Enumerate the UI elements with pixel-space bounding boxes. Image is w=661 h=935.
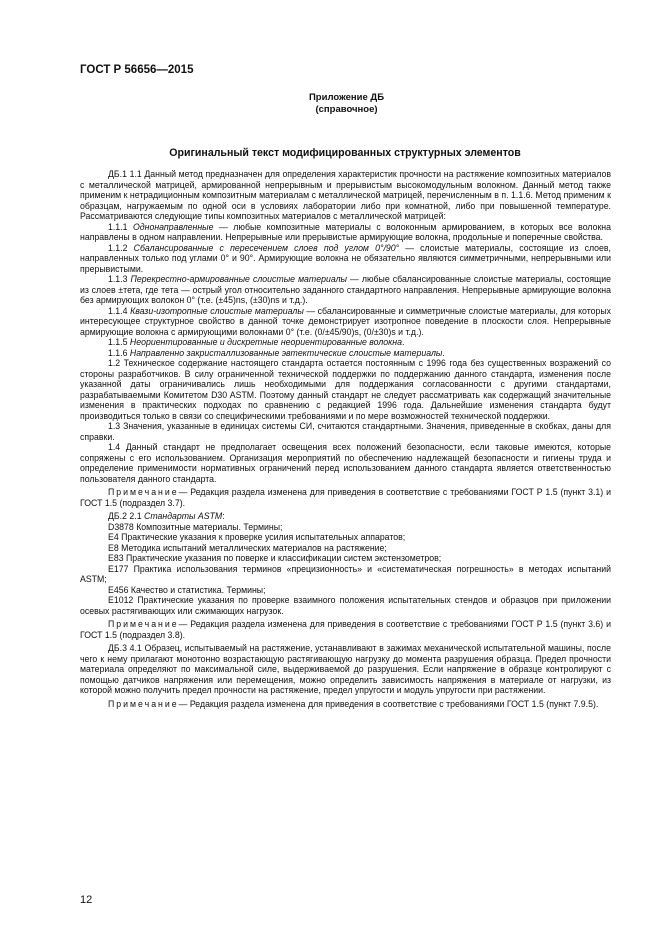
- note-text: — Редакция раздела изменена для приведения в соответствие с требованиями ГОСТ Р 1.5 (пункт 3.6) и ГОСТ 1.5 (подраздел 3.8).: [80, 619, 611, 640]
- paragraph-db1: ДБ.1 1.1 Данный метод предназначен для определения характеристик прочности на растяжение композитных материалов с металлической матрицей, армированной непрерывным и прерывистым высокомодульным волокном. Данный метод также применим к нетрадиционным композитным материалам с металлической матрицей, перечисленным в п. 1.1.6. Метод применим к образцам, нагружаемым по одной оси в условиях лаборатории либо при комнатной, либо при повышенной температуре. Рассматриваются следующие типы композитных материалов с металлической матрицей:: [80, 169, 611, 221]
- term: Сбалансированные с пересечением слоев под углом 0°/90°: [133, 242, 400, 253]
- definition: — любые сбалансированные слоистые материалы, состоящие из слоев ±тета, где тета — острый угол относительно заданного стандартного направления. Непрерывные армирующие волокна без армирующих волокон 0° (т.е. (±45)ns, (±30)ns и т.д.).: [80, 274, 612, 305]
- reference-e456: Е456 Качество и статистика. Термины;: [108, 584, 266, 595]
- note-1: [80, 487, 611, 508]
- note-text: — Редакция раздела изменена для приведения в соответствие с требованиями ГОСТ Р 1.5 (пункт 3.1) и ГОСТ 1.5 (подраздел 3.7).: [80, 487, 611, 508]
- definition: — слоистые материалы, состоящие из слоев, направленных только под углами 0° и 90°. Армирующие волокна не обязательно являются симметричными, непрерывными или прерывистыми.: [80, 242, 611, 274]
- paragraph-1-1-5: 1.1.5 Неориентированные и дискретные неориентированные волокна.: [108, 337, 405, 347]
- term: Однонаправленные: [133, 221, 214, 232]
- definition: — сбалансированные и симметричные слоистые материалы, для которых интересующее структурное свойство в данной точке демонстрирует изотропное поведение в плоскости слоя. Непрерывные армирующие волокна с армирующими волокнами 0° (т.е. (0/±45/90)s, (0/±30)s и т.д.).: [80, 305, 611, 337]
- paragraph-1-3: 1.3 Значения, указанные в единицах системы СИ, считаются стандартными. Значения, приведенные в скобках, даны для справки.: [80, 421, 611, 442]
- term: Квази-изотропные слоистые материалы: [130, 305, 304, 316]
- clause-number: 1.1.2: [108, 242, 128, 253]
- paragraph-1-1-6: 1.1.6 Направленно закристаллизованные эвтектические слоистые материалы.: [108, 347, 445, 358]
- clause-number: 1.1.3: [108, 274, 128, 284]
- annex-title: Приложение ДБ: [308, 92, 385, 103]
- reference-e1012: Е1012 Практические указания по проверке взаимного положения испытательных стендов и образцов при приложении осевых растягивающих или сжимающих нагрузок.: [80, 595, 611, 616]
- reference-e83: Е83 Практические указания по поверке и классификации систем экстензометров;: [108, 553, 442, 563]
- clause-number: 1.1.1: [108, 221, 128, 232]
- paragraph-1-1-1: [80, 222, 611, 243]
- document-header: ГОСТ Р 56656—2015: [80, 64, 194, 76]
- reference-e4: Е4 Практические указания к проверке усилия испытательных аппаратов;: [108, 532, 406, 542]
- paragraph-db2: ДБ.2 2.1 Стандарты ASTM:: [108, 511, 225, 521]
- clause-number: 1.1.6: [108, 347, 128, 358]
- page-number: 12: [80, 894, 93, 906]
- paragraph-1-1-2: [80, 243, 611, 275]
- note-3: [80, 699, 611, 710]
- clause-number: 1.1.4: [108, 305, 128, 316]
- paragraph-1-1-4: [80, 306, 611, 338]
- reference-e177: Е177 Практика использования терминов «прецизионность» и «систематическая погрешность» в методах испытаний ASTM;: [80, 563, 611, 584]
- paragraph-db3: ДБ.3 4.1 Образец, испытываемый на растяжение, устанавливают в зажимах механической испытательной машины, после чего к нему прилагают монотонно возрастающую растягивающую нагрузку до момента разрушения образца. Предел прочности материала определяют по максимальной силе, выдерживаемой до разрушения. Если напряжение в образце контролируют с помощью датчиков напряжения или перемещения, можно определить зависимость напряжения в материале от нагрузки, из которой можно получить предел прочности на растяжение, предел упругости и модуль упругости при растяжении.: [80, 643, 611, 695]
- paragraph-1-2: 1.2 Техническое содержание настоящего стандарта остается постоянным с 1996 года без существенных возражений со стороны разработчиков. В силу ограниченной технической поддержки по поддержанию данного стандарта, изменения после указанной даты ограничивались лишь необходимыми для поддержания согласованности с другими стандартами, разрабатываемыми Комитетом D30 ASTM. Поэтому данный стандарт не следует рассматривать как содержащий значительные изменения в практических подходах по сравнению с редакцией 1996 года. Дальнейшие изменения стандарта будут производиться только в связи со специфическими требованиями и по мере возможностей технической поддержки.: [80, 358, 611, 421]
- note-label: Примечание: [108, 698, 179, 709]
- reference-d3878: D3878 Композитные материалы. Термины;: [108, 521, 283, 532]
- note-2: [80, 619, 611, 640]
- paragraph-1-4: 1.4 Данный стандарт не предполагает освещения всех положений безопасности, если таковые имеются, которые сопряжены с его использованием. Организация мероприятий по обеспечению надлежащей безопасности и гигиены труда и определение применимости нормативных ограничений перед использованием данного стандарта является ответственностью пользователя данного стандарта.: [80, 442, 611, 484]
- paragraph-1-1-3: [80, 274, 611, 306]
- reference-e8: Е8 Методика испытаний металлических материалов на растяжение;: [108, 542, 387, 553]
- definition: — любые композитные материалы с волоконным армированием, в которых все волокна направлены в одном направлении. Непрерывные или прерывистые армирующие волокна, продольные и поперечные свойства.: [80, 221, 611, 242]
- term: Направленно закристаллизованные эвтектические слоистые материалы: [129, 347, 443, 358]
- term: Неориентированные и дискретные неориентированные волокна: [129, 337, 402, 347]
- annex-subtitle: (справочное): [315, 104, 378, 115]
- document-body: [80, 169, 611, 709]
- term: Перекрестно-армированные слоистые материалы: [130, 274, 347, 284]
- term: Стандарты ASTM: [144, 511, 223, 521]
- clause-number: 1.1.5: [108, 337, 128, 347]
- note-label: Примечание: [108, 619, 179, 629]
- note-label: Примечание: [108, 487, 179, 497]
- section-title: Оригинальный текст модифицированных структурных элементов: [169, 147, 521, 159]
- annex-heading: [0, 92, 661, 116]
- note-text: — Редакция раздела изменена для приведения в соответствие с требованиями ГОСТ 1.5 (пункт 7.9.5).: [178, 698, 599, 709]
